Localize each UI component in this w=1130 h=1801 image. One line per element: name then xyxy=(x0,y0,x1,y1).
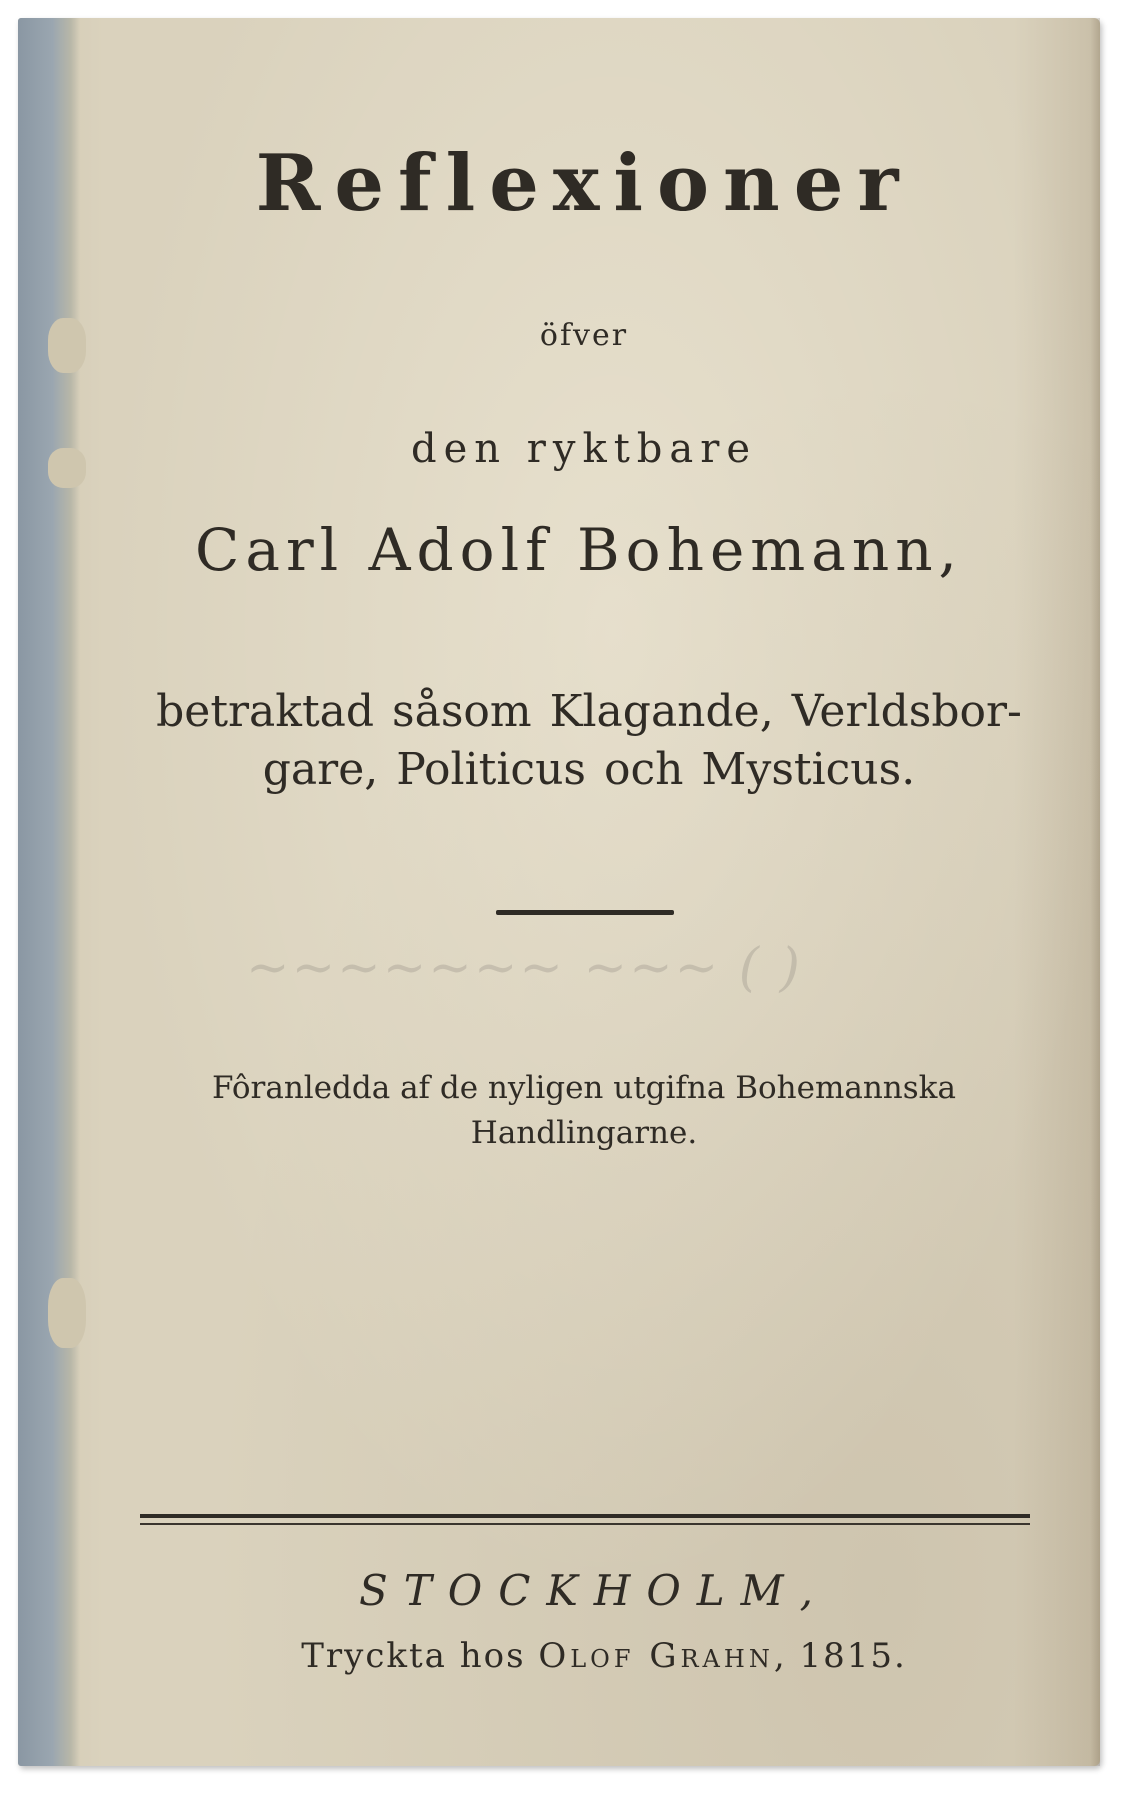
subject-description: betraktad såsom Klagande, Verldsbor-gare, Politicus och Mysticus. xyxy=(156,686,1022,795)
imprint-city: STOCKHOLM, xyxy=(358,1566,830,1615)
blue-paper-spine xyxy=(18,18,80,1766)
faint-handwritten-annotation: ~~~~~~~ ~~~ ( ) xyxy=(246,938,802,998)
imprint-year: , 1815. xyxy=(773,1636,907,1676)
subject-name: Carl Adolf Bohemann, xyxy=(195,516,963,584)
spine-wear-patch xyxy=(48,1278,86,1348)
subtitle-preposition: öfver xyxy=(539,318,629,353)
ornamental-rule xyxy=(496,910,674,915)
pamphlet-cover xyxy=(18,18,1100,1766)
printer-name: Olof Grahn xyxy=(538,1636,774,1676)
occasion-note: Fôranledda af de nyligen utgifna Bohemannska Handlingarne. xyxy=(212,1070,956,1151)
subtitle-epithet: den ryktbare xyxy=(410,426,758,472)
fore-edge-shadow xyxy=(1090,18,1100,1766)
imprint-line xyxy=(18,1636,1100,1676)
title: Reflexioner xyxy=(255,138,913,229)
imprint-prefix: Tryckta hos xyxy=(301,1636,526,1676)
imprint-double-rule xyxy=(140,1514,1030,1528)
